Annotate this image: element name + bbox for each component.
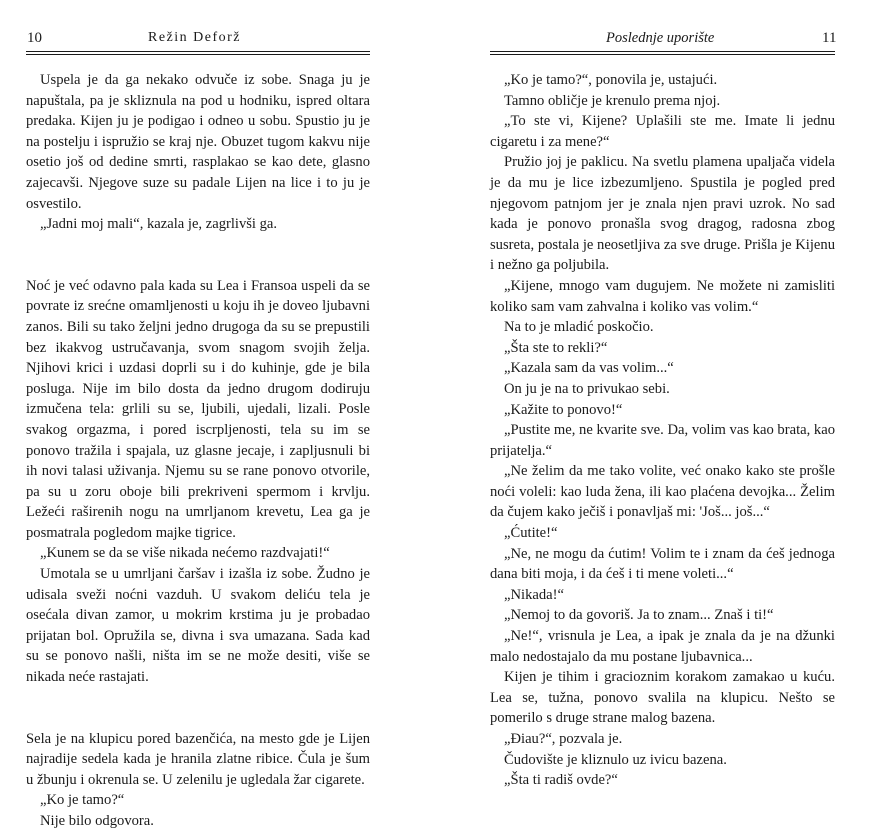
paragraph: „Kazala sam da vas volim...“ (504, 360, 674, 377)
left-page-body (26, 70, 370, 832)
paragraph: Pružio joj je paklicu. Na svetlu plamena upaljača videla je da mu je lice izbezumljeno. Spustila je pogled pred njegovom patnjom jer je znala njen pravi uzrok. No sad kada je ponovo pronašla svog dragog, radosna zbog susreta, postala je neosetljiva za sve druge. Prišla je Kijenu i nežno ga poljubila. (490, 154, 835, 274)
paragraph: Kijen je tihim i gracioznim korakom zamakao u kuću. Lea se, tužna, ponovo svalila na klupicu. Nešto se pomerilo s druge strane malog bazena. (490, 669, 835, 727)
paragraph: „Kažite to ponovo!“ (504, 401, 623, 418)
paragraph: „Nikada!“ (504, 586, 564, 603)
paragraph: „Kijene, mnogo vam dugujem. Ne možete ni zamisliti koliko sam vam zahvalna i koliko vas volim.“ (490, 277, 835, 315)
paragraph: On ju je na to privukao sebi. (504, 380, 670, 397)
header-rule-thin (26, 54, 370, 55)
paragraph: „Ko je tamo?“ (40, 792, 125, 809)
section-break (26, 235, 370, 276)
paragraph: Čudovište je kliznulo uz ivicu bazena. (504, 751, 727, 768)
right-running-head: Poslednje uporište (606, 30, 715, 46)
left-page (0, 0, 438, 829)
header-rule-thin (490, 54, 835, 55)
header-rule (26, 51, 370, 52)
paragraph: „Kunem se da se više nikada nećemo razdvajati!“ (40, 545, 330, 562)
paragraph: „Pustite me, ne kvarite sve. Da, volim vas kao brata, kao prijatelja.“ (490, 422, 835, 459)
left-page-number: 10 (27, 30, 42, 46)
right-page-body (490, 70, 835, 791)
paragraph: „Ko je tamo?“, ponovila je, ustajući. (504, 72, 718, 88)
right-page-number: 11 (822, 30, 837, 46)
paragraph: „Ne!“, vrisnula je Lea, a ipak je znala da je na džunki malo nedostajalo da mu postane ljubavnica... (490, 628, 835, 665)
header-rule (490, 51, 835, 52)
section-break (26, 688, 370, 729)
paragraph: „Šta ste to rekli?“ (504, 339, 608, 356)
paragraph: „Jadni moj mali“, kazala je, zagrlivši ga. (40, 216, 278, 233)
paragraph: Uspela je da ga nekako odvuče iz sobe. Snaga ju je napuštala, pa je skliznula na pod u hodniku, ispred oltara predaka. Kijen ju je podigao i odneo u sobu. Spustio ju je na postelju i ispružio se kraj nje. Obuzet tugom kakvu nije osetio još od dedine smrti, rasplakao se kao dete, glasno zajecavši. Njegove suze su padale Lijen na lice i to ju je osvestilo. (26, 72, 370, 212)
paragraph: „Šta ti radiš ovde?“ (504, 772, 618, 789)
paragraph: „Nemoj to da govoriš. Ja to znam... Znaš i ti!“ (504, 607, 774, 624)
paragraph: „Ne želim da me tako volite, već onako kako ste prošle noći voleli: kao luda žena, ili kao plaćena devojka... Želim da čujem kako ječiš i ponavljaš mi: 'Još... još...“ (490, 463, 835, 521)
paragraph: „Điau?“, pozvala je. (504, 731, 623, 747)
paragraph: „Ne, ne mogu da ćutim! Volim te i znam da ćeš jednoga dana biti moja, i da ćeš i ti mene voleti...“ (490, 545, 835, 583)
paragraph: Nije bilo odgovora. (40, 813, 154, 829)
paragraph: Na to je mladić poskočio. (504, 319, 654, 336)
paragraph: Umotala se u umrljani čaršav i izašla iz sobe. Žudno je udisala sveži noćni vazduh. U svakom deliću tela je osećala divan zamor, u mokrim krstima ju je probadao prijatan bol. Opružila se, divna i sva umazana. Sada kad su se ponovo našli, ništa im se ne može desiti, više se nikada neće rastajati. (26, 566, 370, 686)
left-running-head: Režin Deforž (148, 30, 242, 45)
paragraph: Sela je na klupicu pored bazenčića, na mesto gde je Lijen najradije sedela kada je hranila zlatne ribice. Čula je šum u žbunju i okrenula se. U zelenilu je ugledala žar cigarete. (26, 730, 370, 788)
paragraph: „To ste vi, Kijene? Uplašili ste me. Imate li jednu cigaretu i za mene?“ (490, 113, 835, 150)
paragraph: Noć je već odavno pala kada su Lea i Fransoa uspeli da se povrate iz srećne omamljenosti u koju ih je doveo ljubavni zanos. Bili su tako željni jedno drugoga da su se prepustili bez ikakvog ustručavanja, svom snagom svojih želja. Njihovi krici i uzdasi doprli su i do kuhinje, gde je bila posluga. Nije im bilo dosta da jedno drugom dodiruju izmučena tela: grlili su se, ljubili, ujedali, lizali. Posle svakog orgazma, i pored iscrpljenosti, tela su im se ponovo tražila i spajala, uz glasne jecaje, i zapljusnuli bi ih novi talasi uživanja. Njemu su se rane ponovo otvorile, pa su u zoru oboje bili prekriveni spermom i krvlju. Ležeći raširenih nogu na umrljanom krevetu, Lea ga je posmatrala pogledom majke tigrice. (26, 277, 370, 541)
right-page (439, 0, 877, 789)
paragraph: „Ćutite!“ (504, 525, 558, 542)
paragraph: Tamno obličje je krenulo prema njoj. (504, 92, 721, 109)
